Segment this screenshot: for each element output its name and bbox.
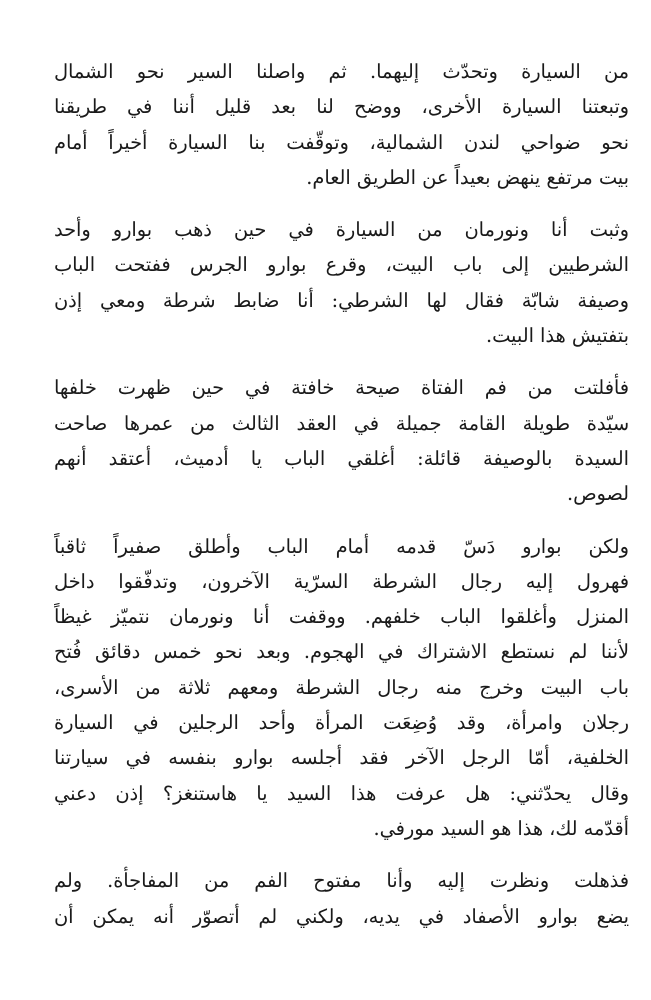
text-line: وثبت أنا ونورمان من السيارة في حين ذهب بوارو وأحد: [54, 218, 629, 242]
text-line: لصوص.: [567, 482, 629, 506]
text-line: يضع بوارو الأصفاد في يديه، ولكني لم أتصوّر أنه يمكن أن: [54, 904, 629, 928]
text-line: سيّدة طويلة القامة جميلة في العقد الثالث من عمرها صاحت: [54, 411, 629, 435]
text-line: فأفلتت من فم الفتاة صيحة خافتة في حين ظهرت خلفها: [54, 376, 629, 400]
text-line: وصيفة شابّة فقال لها الشرطي: أنا ضابط شرطة ومعي إذن: [54, 288, 629, 312]
text-line: من السيارة وتحدّث إليهما. ثم واصلنا السير نحو الشمال: [54, 60, 629, 83]
text-line: باب البيت وخرج منه رجال الشرطة ومعهم ثلاثة من الأسرى،: [54, 675, 629, 699]
text-line: المنزل وأغلقوا الباب خلفهم. ووقفت أنا ونورمان نتميّز غيظاً: [54, 605, 629, 629]
paragraph-1: [54, 54, 629, 195]
text-line: رجلان وامرأة، وقد وُضِعَت المرأة وأحد الرجلين في السيارة: [54, 711, 629, 735]
paragraph-3: [54, 370, 629, 511]
text-line: الخلفية، أمّا الرجل الآخر فقد أجلسه بوارو بنفسه في سيارتنا: [54, 746, 629, 770]
text-line: السيدة بالوصيفة قائلة: أغلقي الباب يا أدميث، أعتقد أنهم: [54, 446, 629, 470]
text-line: بتفتيش هذا البيت.: [486, 324, 629, 348]
paragraph-2: [54, 212, 629, 353]
paragraph-4: [54, 529, 629, 847]
text-line: بيت مرتفع ينهض بعيداً عن الطريق العام.: [306, 165, 629, 189]
text-line: فهرول إليه رجال الشرطة السرّية الآخرون، وتدفّقوا داخل: [54, 569, 629, 593]
text-line: وقال يحدّثني: هل عرفت هذا السيد يا هاستنغز؟ إذن دعني: [54, 781, 629, 805]
text-line: وتبعتنا السيارة الأخرى، ووضح لنا بعد قليل أننا في طريقنا: [54, 95, 629, 119]
text-line: لأننا لم نستطع الاشتراك في الهجوم. وبعد نحو خمس دقائق فُتح: [54, 640, 629, 664]
text-line: أقدّمه لك، هذا هو السيد مورفي.: [373, 816, 629, 840]
text-line: ولكن بوارو دَسّ قدمه أمام الباب وأطلق صفيراً ثاقباً: [54, 534, 629, 558]
text-line: فذهلت ونظرت إليه وأنا مفتوح الفم من المفاجأة. ولم: [54, 869, 629, 893]
text-line: نحو ضواحي لندن الشمالية، وتوقّفت بنا السيارة أخيراً أمام: [54, 130, 629, 154]
paragraph-5: [54, 863, 629, 934]
text-line: الشرطيين إلى باب البيت، وقرع بوارو الجرس ففتحت الباب: [54, 253, 629, 277]
